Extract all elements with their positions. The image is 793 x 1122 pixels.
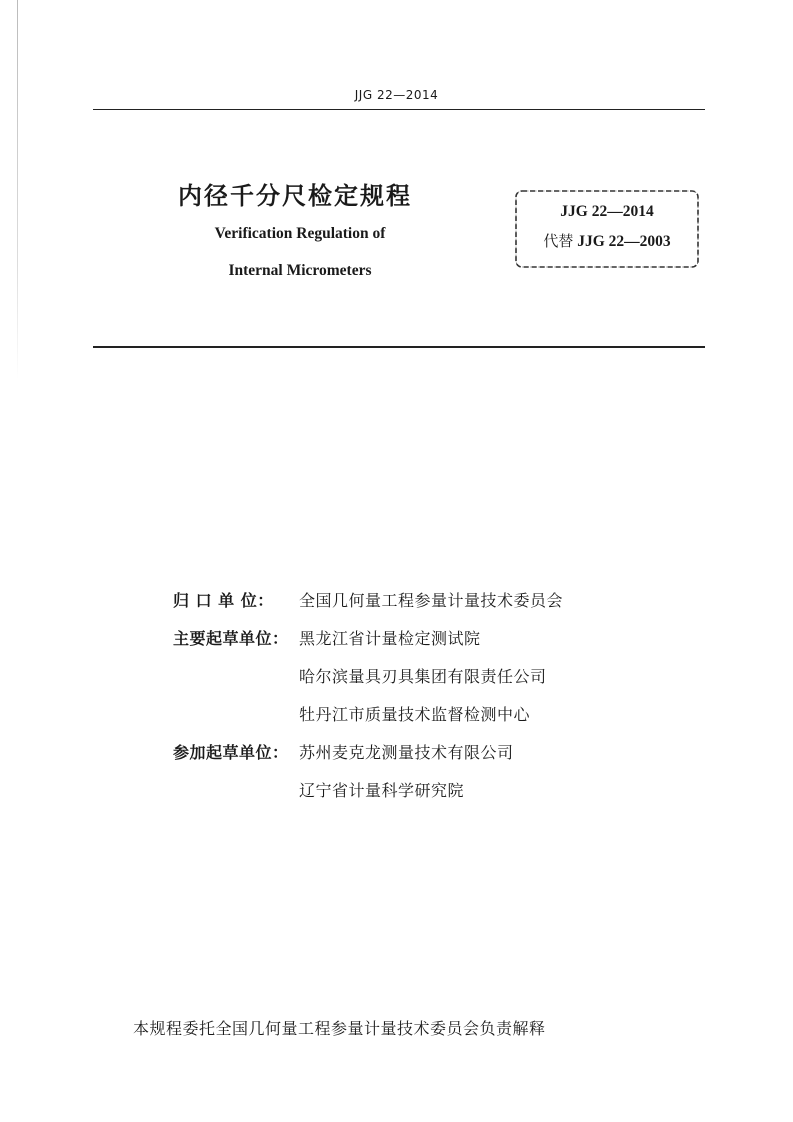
replaces-line bbox=[513, 230, 701, 251]
replaces-prefix: 代替 bbox=[543, 232, 574, 250]
org-row bbox=[173, 656, 563, 694]
org-label: 归 口 单 位： bbox=[173, 590, 274, 610]
interpretation-note: 本规程委托全国几何量工程参量计量技术委员会负责解释 bbox=[133, 1019, 546, 1038]
org-row bbox=[173, 580, 563, 618]
org-row bbox=[173, 618, 563, 656]
title-chinese: 内径千分尺检定规程 bbox=[178, 182, 412, 210]
org-value: 牡丹江市质量技术监督检测中心 bbox=[299, 704, 531, 724]
org-value: 辽宁省计量科学研究院 bbox=[299, 780, 465, 800]
org-row bbox=[173, 732, 563, 770]
header-rule bbox=[93, 109, 705, 110]
decorative-chain-border bbox=[513, 188, 701, 270]
org-value: 哈尔滨量具刃具集团有限责任公司 bbox=[299, 666, 547, 686]
org-row bbox=[173, 770, 563, 808]
running-header: JJG 22—2014 bbox=[354, 88, 439, 102]
org-label: 主要起草单位： bbox=[173, 628, 289, 648]
org-value: 苏州麦克龙测量技术有限公司 bbox=[299, 742, 514, 762]
org-value: 全国几何量工程参量计量技术委员会 bbox=[299, 590, 564, 610]
title-english-line1: Verification Regulation of bbox=[214, 225, 386, 242]
replaced-code: JJG 22—2003 bbox=[577, 233, 671, 250]
standard-code-box bbox=[513, 188, 701, 270]
standard-code: JJG 22—2014 bbox=[560, 203, 654, 220]
org-value: 黑龙江省计量检定测试院 bbox=[299, 628, 481, 648]
title-rule bbox=[93, 346, 705, 348]
org-label: 参加起草单位： bbox=[173, 742, 289, 762]
scan-edge-line bbox=[17, 0, 18, 380]
org-row bbox=[173, 694, 563, 732]
title-english-line2: Internal Micrometers bbox=[228, 262, 372, 279]
organization-list bbox=[173, 580, 563, 808]
